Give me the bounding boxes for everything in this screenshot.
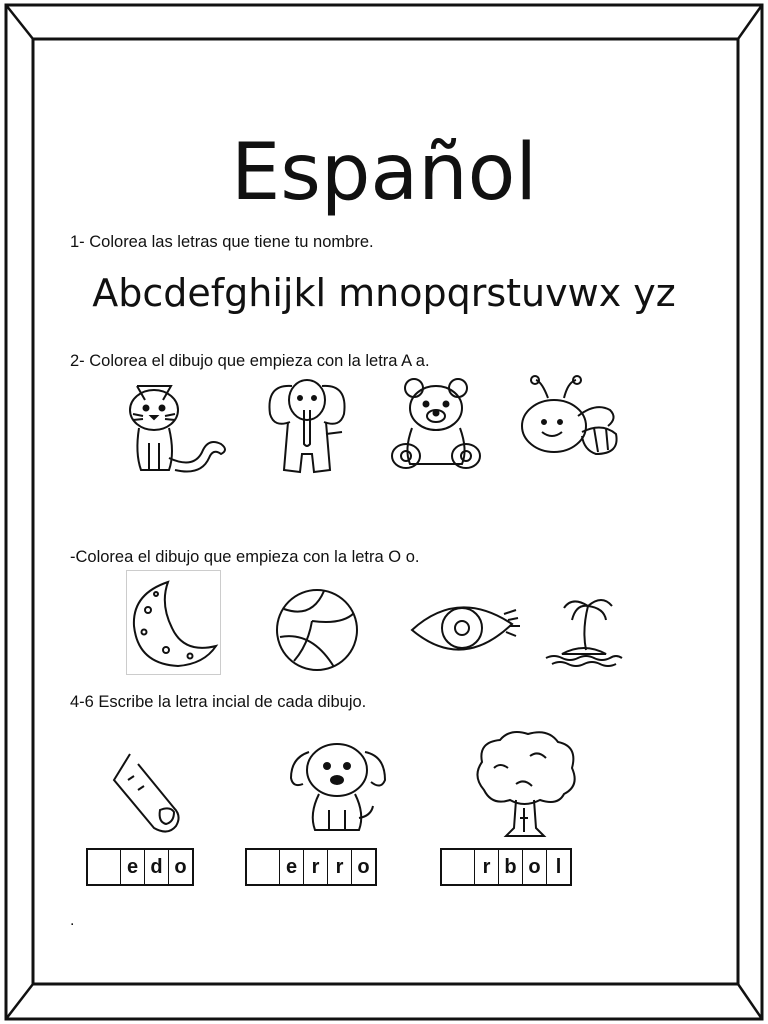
answer-box[interactable] <box>88 850 120 884</box>
instruction-2: 2- Colorea el dibujo que empieza con la letra A a. <box>70 352 430 370</box>
letter-box: e <box>279 850 303 884</box>
letter-box: b <box>498 850 522 884</box>
bee-icon <box>516 374 624 460</box>
word-boxes-arbol <box>440 848 572 886</box>
tree-icon <box>470 728 580 838</box>
letter-box: e <box>120 850 144 884</box>
letter-box: d <box>144 850 168 884</box>
answer-box[interactable] <box>442 850 474 884</box>
letter-box: r <box>327 850 351 884</box>
letter-box: o <box>522 850 546 884</box>
alphabet-line: Abcdefghijkl mnopqrstuvwx yz <box>92 271 676 315</box>
cat-icon <box>125 378 230 478</box>
dog-icon <box>285 738 390 838</box>
answer-box[interactable] <box>247 850 279 884</box>
footer-mark: . <box>70 912 75 929</box>
moon-icon <box>126 570 221 675</box>
letter-box: o <box>351 850 375 884</box>
bear-icon <box>388 376 484 474</box>
eye-icon <box>408 594 520 668</box>
ball-icon <box>272 585 362 675</box>
word-boxes-perro <box>245 848 377 886</box>
letter-box: r <box>303 850 327 884</box>
instruction-1: 1- Colorea las letras que tiene tu nombre. <box>70 233 374 251</box>
elephant-icon <box>262 374 352 479</box>
word-boxes-dedo <box>86 848 194 886</box>
instruction-4: 4-6 Escribe la letra incial de cada dibujo. <box>70 693 367 711</box>
page-title: Español <box>230 128 538 218</box>
letter-box: r <box>474 850 498 884</box>
island-icon <box>542 590 624 670</box>
letter-box: o <box>168 850 192 884</box>
letter-box: l <box>546 850 570 884</box>
finger-icon <box>108 750 188 835</box>
instruction-3: -Colorea el dibujo que empieza con la letra O o. <box>70 548 420 566</box>
